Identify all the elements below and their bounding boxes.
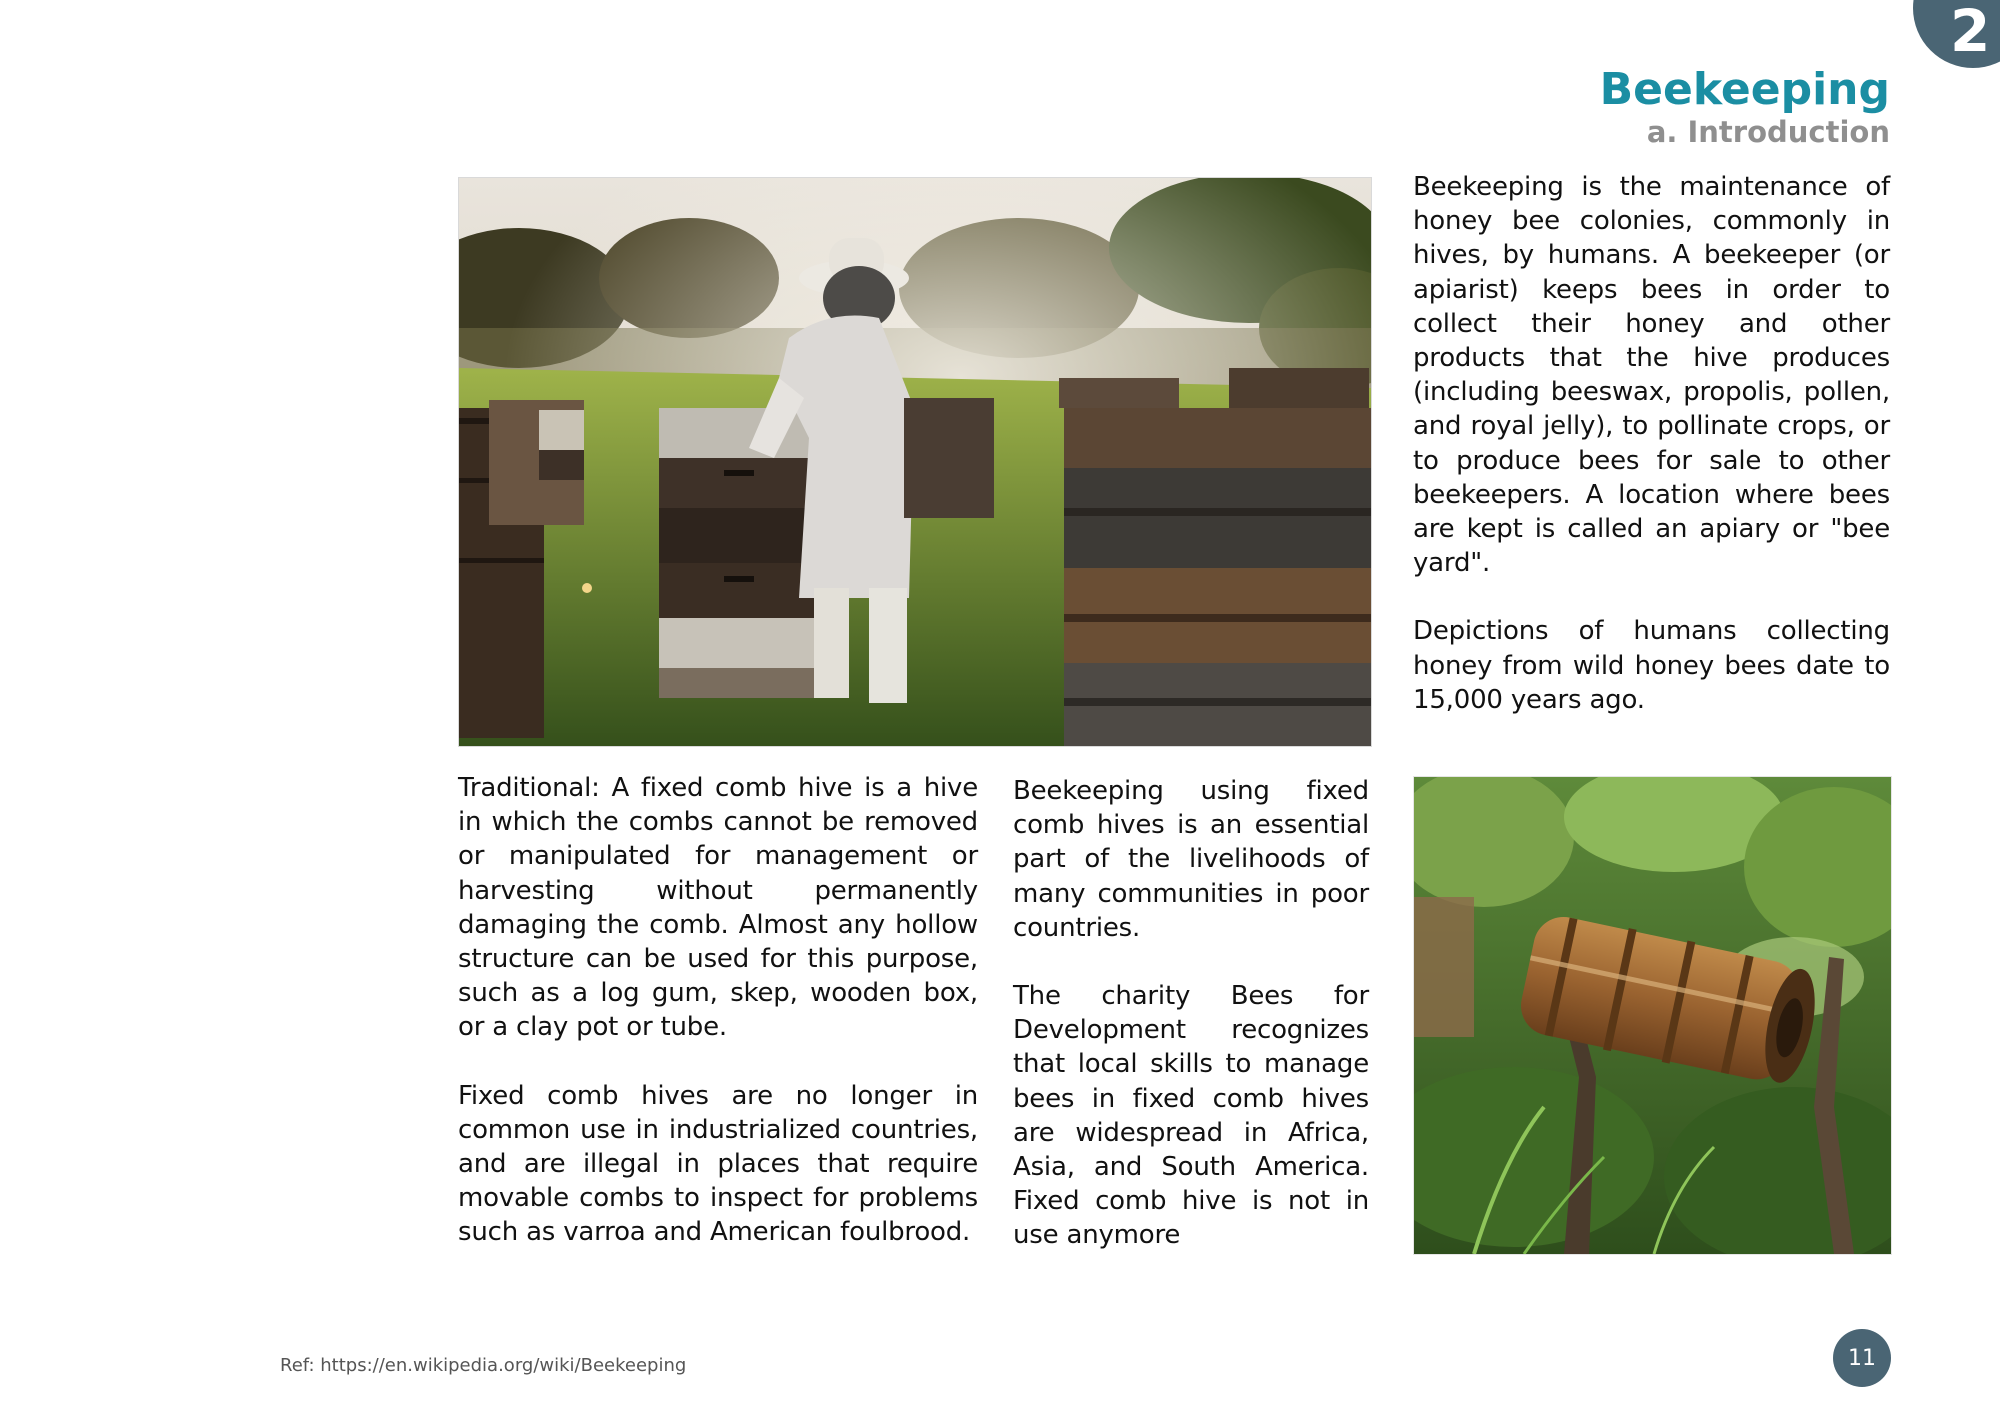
middle-column-text (1013, 774, 1369, 1253)
page-number-badge: 11 (1833, 1329, 1891, 1387)
beekeeper-photo (458, 177, 1372, 747)
chapter-number: 2 (1950, 0, 1991, 65)
intro-paragraph: Beekeeping is the maintenance of honey bee colonies, commonly in hives, by humans. A beekeeper (or apiarist) keeps bees in order to collect their honey and other products that the hive produces (including beeswax, propolis, pollen, and royal jelly), to pollinate crops, or to produce bees for sale to other beekeepers. A location where bees are kept is called an apiary or "bee yard". (1413, 172, 1890, 579)
intro-text (1413, 170, 1890, 717)
left-paragraph: Fixed comb hives are no longer in common use in industrialized countries, and are illegal in places that require movable combs to inspect for problems such as varroa and American foulbrood. (458, 1080, 978, 1248)
log-hive-photo (1413, 776, 1892, 1255)
page-title: Beekeeping (1599, 64, 1890, 115)
left-paragraph: Traditional: A fixed comb hive is a hive in which the combs cannot be removed or manipulated for management or harvesting without permanently damaging the comb. Almost any hollow structure can be used for this purpose, such as a log gum, skep, wooden box, or a clay pot or tube. (458, 773, 978, 1043)
middle-paragraph: The charity Bees for Development recognizes that local skills to manage bees in fixed comb hives are widespread in Africa, Asia, and South America. Fixed comb hive is not in use anymore (1013, 981, 1369, 1251)
left-column-text (458, 771, 978, 1250)
section-subtitle: a. Introduction (1646, 115, 1890, 149)
middle-paragraph: Beekeeping using fixed comb hives is an essential part of the livelihoods of many communities in poor countries. (1013, 776, 1369, 943)
intro-paragraph: Depictions of humans collecting honey from wild honey bees date to 15,000 years ago. (1413, 616, 1890, 715)
reference-link[interactable]: Ref: https://en.wikipedia.org/wiki/Beekeeping (280, 1355, 687, 1376)
